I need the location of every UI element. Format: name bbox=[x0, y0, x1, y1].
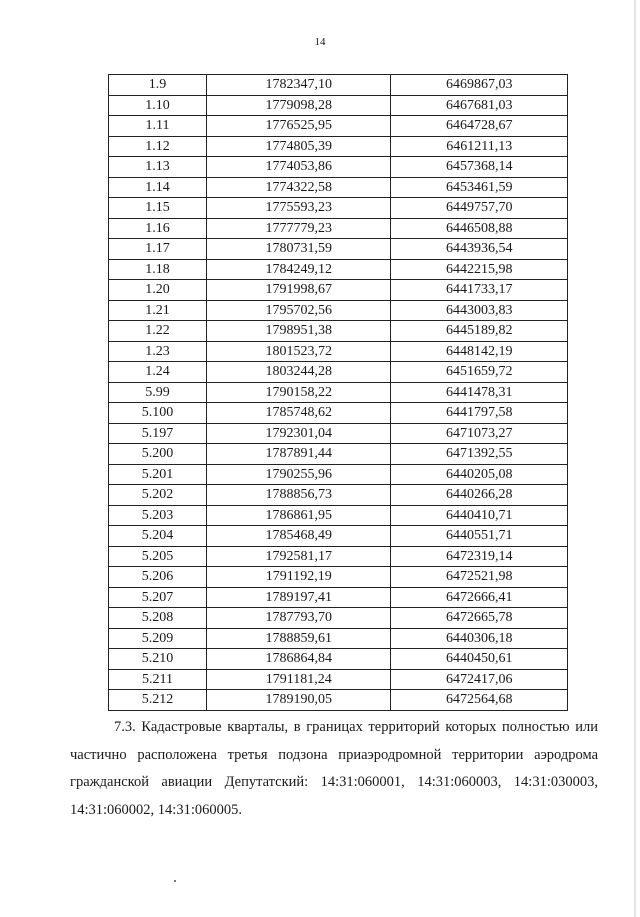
point-number-cell: 5.207 bbox=[109, 587, 207, 608]
table-row bbox=[109, 75, 568, 96]
y-coordinate-cell: 6472417,06 bbox=[391, 669, 568, 690]
x-coordinate-cell: 1787793,70 bbox=[207, 608, 391, 629]
y-coordinate-cell: 6443936,54 bbox=[391, 239, 568, 260]
table-row bbox=[109, 341, 568, 362]
y-coordinate-cell: 6441478,31 bbox=[391, 382, 568, 403]
point-number-cell: 5.201 bbox=[109, 464, 207, 485]
table-row bbox=[109, 505, 568, 526]
x-coordinate-cell: 1789197,41 bbox=[207, 587, 391, 608]
y-coordinate-cell: 6440266,28 bbox=[391, 485, 568, 506]
y-coordinate-cell: 6451659,72 bbox=[391, 362, 568, 383]
y-coordinate-cell: 6443003,83 bbox=[391, 300, 568, 321]
table-row bbox=[109, 649, 568, 670]
y-coordinate-cell: 6441733,17 bbox=[391, 280, 568, 301]
x-coordinate-cell: 1786861,95 bbox=[207, 505, 391, 526]
point-number-cell: 1.14 bbox=[109, 177, 207, 198]
x-coordinate-cell: 1784249,12 bbox=[207, 259, 391, 280]
y-coordinate-cell: 6446508,88 bbox=[391, 218, 568, 239]
point-number-cell: 5.212 bbox=[109, 690, 207, 711]
x-coordinate-cell: 1798951,38 bbox=[207, 321, 391, 342]
scan-speck bbox=[174, 880, 176, 882]
point-number-cell: 1.21 bbox=[109, 300, 207, 321]
x-coordinate-cell: 1777779,23 bbox=[207, 218, 391, 239]
y-coordinate-cell: 6461211,13 bbox=[391, 136, 568, 157]
y-coordinate-cell: 6469867,03 bbox=[391, 75, 568, 96]
y-coordinate-cell: 6472564,68 bbox=[391, 690, 568, 711]
table-row bbox=[109, 669, 568, 690]
point-number-cell: 5.197 bbox=[109, 423, 207, 444]
point-number-cell: 1.16 bbox=[109, 218, 207, 239]
point-number-cell: 5.206 bbox=[109, 567, 207, 588]
table-row bbox=[109, 628, 568, 649]
x-coordinate-cell: 1779098,28 bbox=[207, 95, 391, 116]
x-coordinate-cell: 1787891,44 bbox=[207, 444, 391, 465]
x-coordinate-cell: 1791192,19 bbox=[207, 567, 391, 588]
x-coordinate-cell: 1785468,49 bbox=[207, 526, 391, 547]
point-number-cell: 1.12 bbox=[109, 136, 207, 157]
point-number-cell: 5.99 bbox=[109, 382, 207, 403]
point-number-cell: 5.209 bbox=[109, 628, 207, 649]
table-row bbox=[109, 280, 568, 301]
y-coordinate-cell: 6449757,70 bbox=[391, 198, 568, 219]
y-coordinate-cell: 6440410,71 bbox=[391, 505, 568, 526]
point-number-cell: 1.18 bbox=[109, 259, 207, 280]
table-row bbox=[109, 300, 568, 321]
y-coordinate-cell: 6467681,03 bbox=[391, 95, 568, 116]
table-row bbox=[109, 136, 568, 157]
scan-edge bbox=[634, 0, 636, 917]
cadastral-quarters-paragraph: 7.3. Кадастровые кварталы, в границах территорий которых полностью или частично расположена третья подзона приаэродромной территории аэродрома гражданской авиации Депутатский: 14:31:060001, 14:31:060003, 14:31:030003, 14:31:060002, 14:31:060005. bbox=[70, 719, 598, 818]
table-row bbox=[109, 423, 568, 444]
coordinates-table bbox=[108, 74, 568, 711]
table-row bbox=[109, 587, 568, 608]
x-coordinate-cell: 1801523,72 bbox=[207, 341, 391, 362]
x-coordinate-cell: 1782347,10 bbox=[207, 75, 391, 96]
x-coordinate-cell: 1792581,17 bbox=[207, 546, 391, 567]
y-coordinate-cell: 6440551,71 bbox=[391, 526, 568, 547]
point-number-cell: 1.17 bbox=[109, 239, 207, 260]
y-coordinate-cell: 6440306,18 bbox=[391, 628, 568, 649]
point-number-cell: 5.211 bbox=[109, 669, 207, 690]
table-row bbox=[109, 321, 568, 342]
table-row bbox=[109, 608, 568, 629]
y-coordinate-cell: 6471392,55 bbox=[391, 444, 568, 465]
point-number-cell: 5.204 bbox=[109, 526, 207, 547]
x-coordinate-cell: 1774322,58 bbox=[207, 177, 391, 198]
point-number-cell: 1.11 bbox=[109, 116, 207, 137]
x-coordinate-cell: 1775593,23 bbox=[207, 198, 391, 219]
point-number-cell: 1.20 bbox=[109, 280, 207, 301]
point-number-cell: 1.15 bbox=[109, 198, 207, 219]
point-number-cell: 1.9 bbox=[109, 75, 207, 96]
y-coordinate-cell: 6472666,41 bbox=[391, 587, 568, 608]
table-row bbox=[109, 362, 568, 383]
point-number-cell: 5.205 bbox=[109, 546, 207, 567]
x-coordinate-cell: 1774053,86 bbox=[207, 157, 391, 178]
table-row bbox=[109, 116, 568, 137]
x-coordinate-cell: 1792301,04 bbox=[207, 423, 391, 444]
table-row bbox=[109, 464, 568, 485]
x-coordinate-cell: 1785748,62 bbox=[207, 403, 391, 424]
y-coordinate-cell: 6457368,14 bbox=[391, 157, 568, 178]
point-number-cell: 5.208 bbox=[109, 608, 207, 629]
y-coordinate-cell: 6448142,19 bbox=[391, 341, 568, 362]
y-coordinate-cell: 6464728,67 bbox=[391, 116, 568, 137]
point-number-cell: 1.23 bbox=[109, 341, 207, 362]
table-row bbox=[109, 382, 568, 403]
point-number-cell: 1.10 bbox=[109, 95, 207, 116]
x-coordinate-cell: 1786864,84 bbox=[207, 649, 391, 670]
y-coordinate-cell: 6453461,59 bbox=[391, 177, 568, 198]
x-coordinate-cell: 1790158,22 bbox=[207, 382, 391, 403]
coordinates-table-body bbox=[109, 75, 568, 711]
table-row bbox=[109, 157, 568, 178]
y-coordinate-cell: 6472521,98 bbox=[391, 567, 568, 588]
x-coordinate-cell: 1780731,59 bbox=[207, 239, 391, 260]
table-row bbox=[109, 526, 568, 547]
table-row bbox=[109, 690, 568, 711]
x-coordinate-cell: 1789190,05 bbox=[207, 690, 391, 711]
table-row bbox=[109, 403, 568, 424]
y-coordinate-cell: 6440205,08 bbox=[391, 464, 568, 485]
x-coordinate-cell: 1803244,28 bbox=[207, 362, 391, 383]
x-coordinate-cell: 1788856,73 bbox=[207, 485, 391, 506]
y-coordinate-cell: 6440450,61 bbox=[391, 649, 568, 670]
point-number-cell: 1.22 bbox=[109, 321, 207, 342]
table-row bbox=[109, 485, 568, 506]
table-row bbox=[109, 259, 568, 280]
table-row bbox=[109, 95, 568, 116]
point-number-cell: 1.24 bbox=[109, 362, 207, 383]
table-row bbox=[109, 239, 568, 260]
y-coordinate-cell: 6472665,78 bbox=[391, 608, 568, 629]
y-coordinate-cell: 6441797,58 bbox=[391, 403, 568, 424]
point-number-cell: 5.202 bbox=[109, 485, 207, 506]
y-coordinate-cell: 6471073,27 bbox=[391, 423, 568, 444]
table-row bbox=[109, 567, 568, 588]
x-coordinate-cell: 1791181,24 bbox=[207, 669, 391, 690]
x-coordinate-cell: 1774805,39 bbox=[207, 136, 391, 157]
point-number-cell: 1.13 bbox=[109, 157, 207, 178]
y-coordinate-cell: 6442215,98 bbox=[391, 259, 568, 280]
x-coordinate-cell: 1776525,95 bbox=[207, 116, 391, 137]
table-row bbox=[109, 546, 568, 567]
page-number: 14 bbox=[314, 36, 326, 48]
x-coordinate-cell: 1788859,61 bbox=[207, 628, 391, 649]
x-coordinate-cell: 1791998,67 bbox=[207, 280, 391, 301]
table-row bbox=[109, 218, 568, 239]
y-coordinate-cell: 6472319,14 bbox=[391, 546, 568, 567]
x-coordinate-cell: 1790255,96 bbox=[207, 464, 391, 485]
y-coordinate-cell: 6445189,82 bbox=[391, 321, 568, 342]
point-number-cell: 5.200 bbox=[109, 444, 207, 465]
point-number-cell: 5.203 bbox=[109, 505, 207, 526]
x-coordinate-cell: 1795702,56 bbox=[207, 300, 391, 321]
table-row bbox=[109, 177, 568, 198]
point-number-cell: 5.100 bbox=[109, 403, 207, 424]
table-row bbox=[109, 444, 568, 465]
table-row bbox=[109, 198, 568, 219]
point-number-cell: 5.210 bbox=[109, 649, 207, 670]
